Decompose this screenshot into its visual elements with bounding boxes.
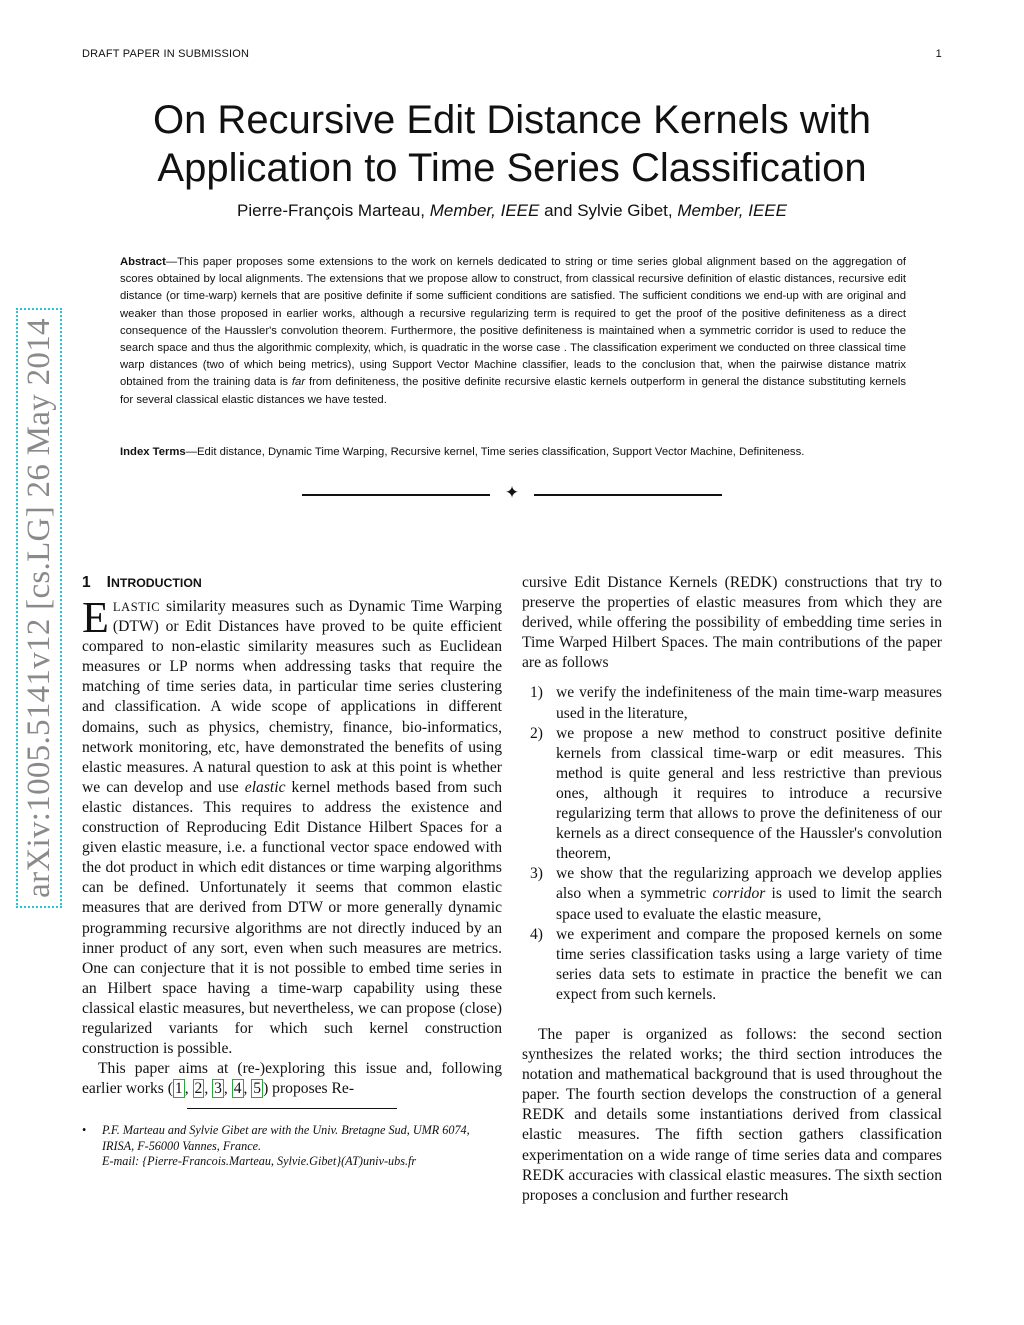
citation-link[interactable]: 1: [174, 1080, 183, 1098]
author-2-role: Member, IEEE: [677, 201, 787, 220]
section-title-initial: I: [106, 574, 111, 591]
paper-outline-paragraph: The paper is organized as follows: the second section synthesizes the related works; the third section introduces the notation and mathematical background that is used throughout the paper. The fourth section develops the construction of a general REDK and details some instantiations derived from classical elastic measures. The fifth section gathers classification experimentation on a wide range of time series data and compares REDK accuracies with classical elastic measures. The sixth section proposes a conclusion and further research: [522, 1025, 942, 1204]
author-conjunction: and: [544, 201, 573, 220]
title-line-1: On Recursive Edit Distance Kernels with: [152, 98, 872, 142]
contributions-list: [522, 683, 942, 1005]
intro-p2-text-b: ) proposes Re-: [263, 1080, 355, 1098]
list-item: [522, 864, 942, 924]
list-item-emphasis: corridor: [712, 885, 766, 903]
list-item-text: we show that the regularizing approach we develop applies also when a symmetric: [556, 865, 942, 903]
footnote-bullet: •: [82, 1123, 87, 1138]
title-line-2: Application to Time Series Classification: [157, 146, 867, 190]
list-item: [522, 925, 942, 1005]
footnote-rule: [187, 1108, 397, 1109]
index-terms-text: —Edit distance, Dynamic Time Warping, Recursive kernel, Time series classification, Support Vector Machine, Definiteness.: [185, 446, 805, 458]
intro-paragraph-3: cursive Edit Distance Kernels (REDK) constructions that try to preserve the properties of elastic measures from which they are derived, while offering the possibility of embedding time series in Time Warped Hilbert Spaces. The main contributions of the paper are as follows: [522, 574, 942, 672]
running-head: [82, 48, 942, 60]
footnote-affiliation: P.F. Marteau and Sylvie Gibet are with the Univ. Bretagne Sud, UMR 6074, IRISA, F-56000 Vannes, France.: [102, 1123, 470, 1153]
list-item-text: we propose a new method to construct positive definite kernels from classical time-warp or edit measures. This method is quite general and less restrictive than previous ones, although it requires to introduce a recursive regularizing term that allows to prove the definiteness of our kernels as a direct consequence of the Haussler's convolution theorem,: [556, 724, 942, 863]
intro-paragraph-1: [82, 593, 502, 1059]
section-title-rest: NTRODUCTION: [110, 576, 202, 590]
separator-line-left: [302, 494, 490, 496]
list-item-number: 4): [530, 925, 543, 943]
arxiv-identifier-stamp[interactable]: arXiv:1005.5141v12 [cs.LG] 26 May 2014: [16, 308, 62, 908]
separator-ornament-icon: ✦: [504, 483, 520, 502]
list-item-text: we experiment and compare the proposed kernels on some time series classification tasks using a large variety of time series data sets to estimate in practice the benefit we can expect from such kernels.: [556, 925, 942, 1003]
author-1: Pierre-François Marteau,: [237, 201, 426, 220]
intro-p2-text-a: This paper aims at (re-)exploring this issue and, following earlier works (: [82, 1060, 502, 1098]
author-2: Sylvie Gibet,: [577, 201, 673, 220]
list-item-number: 1): [530, 684, 543, 702]
page-number: 1: [935, 48, 942, 60]
list-item-number: 2): [530, 724, 543, 742]
citation-link[interactable]: 5: [253, 1080, 262, 1098]
abstract-text: —This paper proposes some extensions to the work on kernels dedicated to string or time series global alignment based on the aggregation of scores obtained by local alignments. The extensions that we propose allow to construct, from classical recursive definition of elastic distances, recursive edit distance (or time-warp) kernels that are positive definite if some sufficient conditions are satisfied. The sufficient conditions we end-up with are original and weaker than those proposed in earlier works, although a recursive regularizing term is required to get the proof of the positive definiteness as a direct consequence of the Haussler's convolution theorem. Furthermore, the positive definiteness is maintained when a symmetric corridor is used to reduce the search space and thus the algorithmic complexity, which, is quadratic in the worse case . The classification experiment we conducted on three classical time warp distances (two of which being metrics), using Support Vector Machine classifier, leads to the conclusion that, when the pairwise distance matrix obtained from the training data is: [120, 256, 906, 389]
intro-p1-text-a: similarity measures such as Dynamic Time Warping (DTW) or Edit Distances have proved to be quite efficient compared to non-elastic similarity measures such as Euclidean measures or LP norms when addressing tasks that require the matching of time series data, in particular time series clustering and classification. A wide scope of applications in different domains, such as physics, chemistry, finance, bio-informatics, network monitoring, etc, have demonstrated the benefits of using elastic measures. A natural question to ask at this point is whether we can develop and use: [82, 598, 502, 796]
left-column: [82, 573, 502, 1170]
first-word-small-caps: LASTIC: [112, 600, 161, 614]
author-line: [82, 201, 942, 221]
drop-cap: E: [82, 593, 109, 642]
affiliation-footnote: [82, 1123, 502, 1170]
abstract-emphasis: far: [291, 376, 306, 389]
index-terms: [120, 444, 906, 461]
abstract-text-end: from definiteness, the positive definite recursive elastic kernels outperform in general the distance substituting kernels for several classical elastic distances we have tested.: [120, 376, 906, 406]
list-item-text-end: is used to limit the search space used to evaluate the elastic measure,: [556, 885, 942, 923]
section-heading: [82, 573, 502, 593]
list-item-text: we verify the indefiniteness of the main time-warp measures used in the literature,: [556, 684, 942, 722]
citation-link[interactable]: 4: [233, 1080, 242, 1098]
section-separator: [302, 483, 722, 504]
intro-p1-emphasis: elastic: [244, 778, 286, 796]
separator-line-right: [534, 494, 722, 496]
citation-link[interactable]: 3: [214, 1080, 222, 1098]
list-item-number: 3): [530, 865, 543, 883]
index-terms-label: Index Terms: [120, 446, 186, 458]
running-title: DRAFT PAPER IN SUBMISSION: [82, 48, 250, 60]
footnote-email: E-mail: {Pierre-Francois.Marteau, Sylvie.Gibet}(AT)univ-ubs.fr: [102, 1154, 417, 1169]
section-number: 1: [82, 574, 91, 591]
list-item: [522, 724, 942, 865]
list-item: [522, 683, 942, 723]
abstract: [120, 254, 906, 409]
citation-link[interactable]: 2: [194, 1080, 203, 1098]
author-1-role: Member, IEEE: [429, 201, 540, 220]
paper-title: [82, 96, 942, 192]
intro-paragraph-2: This paper aims at (re-)exploring this issue and, following earlier works ( 1 , 2 , 3 , 4 , 5 ) proposes Re-: [82, 1060, 502, 1098]
intro-p1-text-b: kernel methods based from such elastic distances. This requires to address the existence and construction of Reproducing Edit Distance Hilbert Spaces for a given elastic measure, i.e. a functional vector space endowed with the dot product in which edit distances or time warping algorithms can be defined. Unfortunately it seems that common elastic measures that are derived from DTW or more generally dynamic programming recursive algorithms are not directly induced by an inner product of any sort, even when such measures are metrics. One can conjecture that it is not possible to embed time series in an Hilbert space having a time-warp capability using these classical elastic measures, but nevertheless, we can propose (close) regularized variants for which such kernel construction construction is possible.: [82, 778, 502, 1058]
abstract-label: Abstract: [120, 256, 166, 268]
right-column: [522, 573, 942, 1206]
